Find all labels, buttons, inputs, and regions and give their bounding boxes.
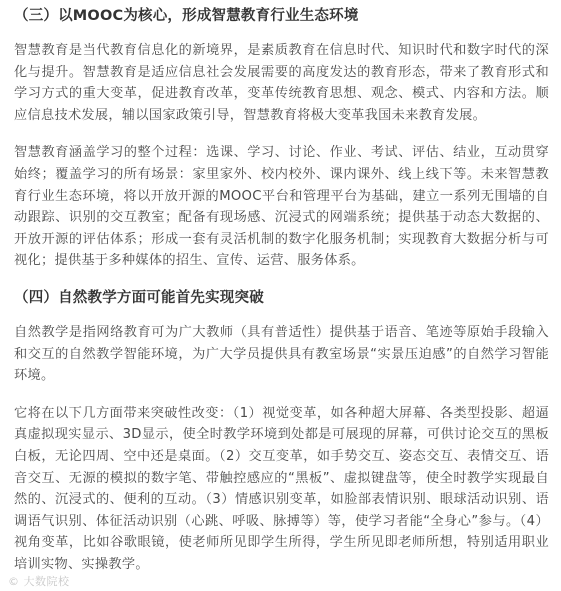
section-3-paragraph-1: 智慧教育是当代教育信息化的新境界，是素质教育在信息时代、知识时代和数字时代的深化与提升。智慧教育是适应信息社会发展需要的高度发达的教育形态，带来了教育形式和学习方式的重大变革，促进教育改革，变革传统教育思想、观念、模式、内容和方法。顺应信息技术发展，辅以国家政策引导，智慧教育将极大变革我国未来教育发展。 [14, 43, 549, 123]
section-4-heading: （四）自然教学方面可能首先实现突破 [14, 289, 264, 306]
watermark: © 大数院校 [8, 575, 70, 588]
section-3-paragraph-2: 智慧教育涵盖学习的整个过程：选课、学习、讨论、作业、考试、评估、结业，互动贯穿始终；覆盖学习的所有场景：家里家外、校内校外、课内课外、线上线下等。未来智慧教育行业生态环境，将以开放开源的MOOC平台和管理平台为基础，建立一系列无围墙的自动跟踪、识别的交互教室；配备有现场感、沉浸式的网端系统；提供基于动态大数据的、开放开源的评估体系；形成一套有灵活机制的数字化服务机制；实现教育大数据分析与可视化；提供基于多种媒体的招生、宣传、运营、服务体系。 [14, 145, 549, 269]
section-3-heading: （三）以MOOC为核心，形成智慧教育行业生态环境 [14, 8, 359, 24]
section-4-paragraph-2: 它将在以下几方面带来突破性改变：（1）视觉变革，如各种超大屏幕、各类型投影、超逼真虚拟现实显示、3D显示，使全时教学环境到处都是可展现的屏幕，可供讨论交互的黑板白板，无论四周、空中还是桌面。（2）交互变革，如手势交互、姿态交互、表情交互、语音交互、无源的模拟的数字笔、带触控感应的“黑板”、虚拟键盘等，使全时教学实现最自然的、沉浸式的、便利的互动。（3）情感识别变革，如脸部表情识别、眼球活动识别、语调语气识别、体征活动识别（心跳、呼吸、脉搏等）等，使学习者能“全身心”参与。（4）视角变革，比如谷歌眼镜，使老师所见即学生所得，学生所见即老师所想，特别适用职业培训实物、实操教学。 [14, 405, 549, 572]
section-4-paragraph-1: 自然教学是指网络教育可为广大教师（具有普适性）提供基于语音、笔迹等原始手段输入和交互的自然教学智能环境，为广大学员提供具有教室场景“实景压迫感”的自然学习智能环境。 [14, 324, 549, 384]
